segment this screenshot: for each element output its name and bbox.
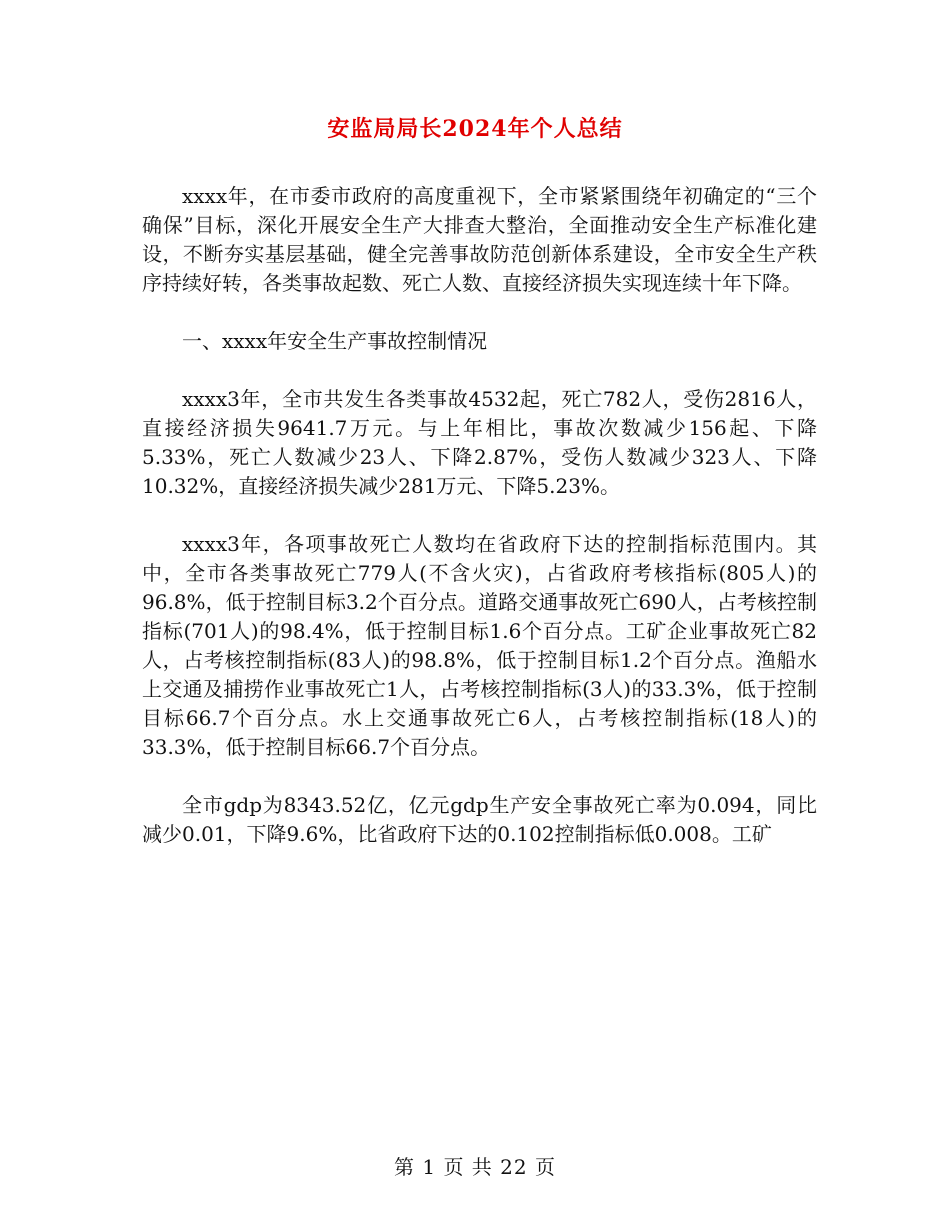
document-body — [142, 182, 817, 878]
document-title: 安监局局长2024年个人总结 — [327, 116, 623, 142]
page-number: 第 1 页 共 22 页 — [394, 1155, 556, 1179]
control-index-paragraph: xxxx3年，各项事故死亡人数均在省政府下达的控制指标范围内。其中，全市各类事故死亡779人(不含火灾)，占省政府考核指标(805人)的96.8%，低于控制目标3.2个百分点。道路交通事故死亡690人，占考核控制指标(701人)的98.4%，低于控制目标1.6个百分点。工矿企业事故死亡82人，占考核控制指标(83人)的98.8%，低于控制目标1.2个百分点。渔船水上交通及捕捞作业事故死亡1人，占考核控制指标(3人)的33.3%，低于控制目标66.7个百分点。水上交通事故死亡6人，占考核控制指标(18人)的33.3%，低于控制目标66.7个百分点。 — [142, 532, 817, 759]
section-heading: 一、xxxx年安全生产事故控制情况 — [182, 329, 488, 353]
accident-stats-paragraph: xxxx3年，全市共发生各类事故4532起，死亡782人，受伤2816人，直接经济损失9641.7万元。与上年相比，事故次数减少156起、下降5.33%，死亡人数减少23人、下降2.87%，受伤人数减少323人、下降10.32%，直接经济损失减少281万元、下降5.23%。 — [142, 387, 817, 498]
intro-paragraph: xxxx年，在市委市政府的高度重视下，全市紧紧围绕年初确定的“三个确保”目标，深化开展安全生产大排查大整治，全面推动安全生产标准化建设，不断夯实基层基础，健全完善事故防范创新体系建设，全市安全生产秩序持续好转，各类事故起数、死亡人数、直接经济损失实现连续十年下降。 — [142, 184, 817, 295]
gdp-paragraph: 全市gdp为8343.52亿，亿元gdp生产安全事故死亡率为0.094，同比减少0.01，下降9.6%，比省政府下达的0.102控制指标低0.008。工矿 — [142, 793, 817, 846]
